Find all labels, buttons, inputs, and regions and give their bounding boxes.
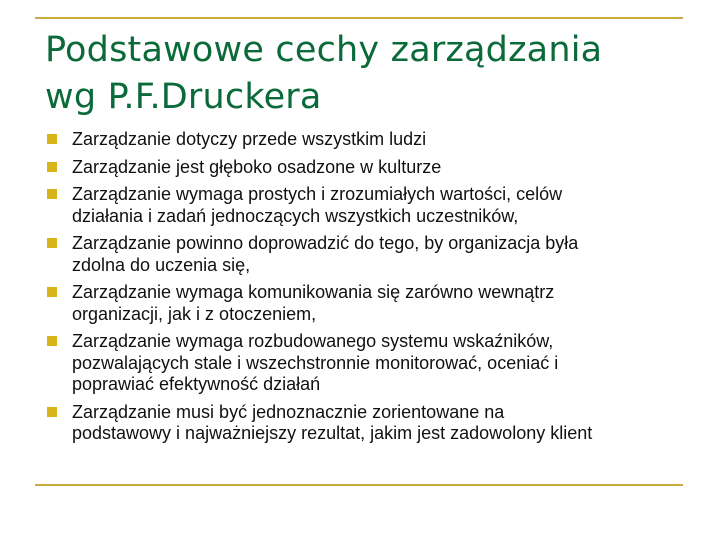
square-bullet-icon — [47, 189, 57, 199]
bottom-divider — [35, 484, 683, 486]
square-bullet-icon — [47, 336, 57, 346]
bullet-item — [45, 233, 685, 276]
square-bullet-icon — [47, 287, 57, 297]
bullet-text-line: Zarządzanie dotyczy przede wszystkim ludzi — [72, 129, 427, 149]
slide-title — [45, 27, 685, 121]
top-divider — [35, 17, 683, 19]
bullet-text-line: działania i zadań jednoczących wszystkich uczestników, — [72, 205, 519, 226]
bullet-item — [45, 282, 685, 325]
bullet-text-line: pozwalających stale i wszechstronnie monitorować, oceniać i — [72, 352, 559, 373]
slide-title-line: wg P.F.Druckera — [45, 77, 322, 117]
slide-title-line: Podstawowe cechy zarządzania — [45, 30, 603, 70]
bullet-text-line: podstawowy i najważniejszy rezultat, jakim jest zadowolony klient — [72, 423, 593, 443]
bullet-text-line: Zarządzanie wymaga komunikowania się zarówno wewnątrz — [72, 282, 555, 302]
bullet-item — [45, 184, 685, 227]
bullet-text-line: Zarządzanie wymaga prostych i zrozumiałych wartości, celów — [72, 184, 563, 204]
bullet-item — [45, 157, 685, 179]
bullet-text-line: Zarządzanie jest głęboko osadzone w kulturze — [72, 156, 442, 177]
bullet-text-line: Zarządzanie powinno doprowadzić do tego, by organizacja była — [72, 233, 579, 253]
bullet-text-line: Zarządzanie musi być jednoznacznie zorientowane na — [72, 401, 505, 422]
bullet-item — [45, 129, 685, 151]
bullet-list — [45, 129, 685, 451]
bullet-item — [45, 331, 685, 396]
bullet-text-line: organizacji, jak i z otoczeniem, — [72, 303, 317, 324]
square-bullet-icon — [47, 162, 57, 172]
bullet-text-line: poprawiać efektywność działań — [72, 374, 321, 394]
square-bullet-icon — [47, 407, 57, 417]
square-bullet-icon — [47, 238, 57, 248]
square-bullet-icon — [47, 134, 57, 144]
bullet-text-line: zdolna do uczenia się, — [72, 254, 251, 275]
bullet-text-line: Zarządzanie wymaga rozbudowanego systemu wskaźników, — [72, 331, 554, 351]
bullet-item — [45, 402, 685, 445]
